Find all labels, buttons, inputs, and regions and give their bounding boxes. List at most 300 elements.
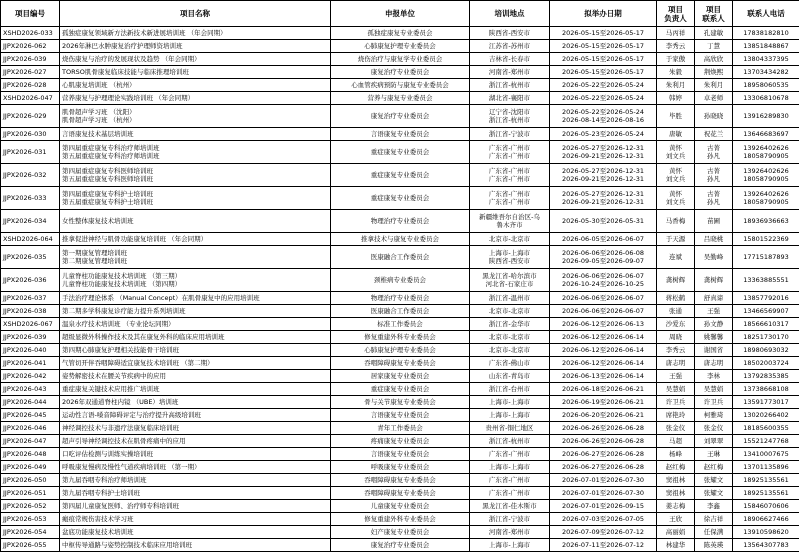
contact-phone-cell: 18251730170 bbox=[733, 331, 799, 344]
project-name-cell bbox=[60, 500, 331, 513]
training-place-cell-line: 上海市-上海市 bbox=[488, 463, 531, 471]
planned-date-cell-line: 2026-05-30至2026-05-31 bbox=[561, 217, 645, 225]
project-name-cell-line: 盆底功能康复技术培训班 bbox=[62, 528, 134, 536]
training-place-cell-line: 广东省-广州市 bbox=[488, 198, 531, 206]
project-contact-cell bbox=[695, 246, 733, 269]
training-place-cell-line: 广东省-广州市 bbox=[488, 190, 531, 198]
table-row bbox=[1, 474, 799, 487]
project-contact-cell bbox=[695, 40, 733, 53]
table-row bbox=[1, 435, 799, 448]
applicant-unit-cell: 医康融合工作委员会 bbox=[331, 305, 470, 318]
project-name-cell-line: 第二期康复管理培训班 bbox=[62, 257, 127, 265]
project-id-cell: XSHD2026-064 bbox=[1, 233, 60, 246]
project-id-cell: JJPX2026-033 bbox=[1, 187, 60, 210]
project-contact-cell bbox=[695, 513, 733, 526]
training-place-cell-line: 新疆维吾尔自治区-乌 bbox=[479, 213, 540, 221]
applicant-unit-cell: 吞咽障碍康复专业委员会 bbox=[331, 474, 470, 487]
contact-phone-cell: 15801522369 bbox=[733, 233, 799, 246]
project-name-cell-line: 呼吸康复慢病及慢性气道疾病培训班 （第一期） bbox=[62, 463, 201, 471]
project-name-cell-line: 第四期心肺康复护理相关技能骨干培训班 bbox=[62, 346, 179, 354]
header-phone: 联系人电话 bbox=[733, 1, 799, 27]
project-leader-cell bbox=[657, 187, 695, 210]
project-leader-cell-line: 刘文兵 bbox=[665, 152, 686, 160]
project-name-cell-line: 第五届重症康复专科医师培训班 bbox=[62, 175, 153, 183]
training-place-cell-line: 上海市-上海市 bbox=[488, 411, 531, 419]
table-row bbox=[1, 305, 799, 318]
training-place-cell-line: 广东省-佛山市 bbox=[488, 359, 531, 367]
training-place-cell bbox=[470, 40, 550, 53]
contact-phone-cell: 13306810678 bbox=[733, 92, 799, 105]
project-leader-cell-line: 马香梅 bbox=[665, 217, 686, 225]
project-contact-cell-line: 高欣欣 bbox=[703, 55, 724, 63]
project-contact-cell bbox=[695, 487, 733, 500]
applicant-unit-cell: 居家康复专业委员会 bbox=[331, 370, 470, 383]
table-row bbox=[1, 79, 799, 92]
contact-phone-cell: 17715187893 bbox=[733, 246, 799, 269]
applicant-unit-cell: 妇产康复专业委员会 bbox=[331, 526, 470, 539]
project-id-cell: JJPX2026-040 bbox=[1, 344, 60, 357]
table-row bbox=[1, 357, 799, 370]
training-place-cell bbox=[470, 105, 550, 128]
contact-phone-cell: 13910598620 bbox=[733, 526, 799, 539]
project-contact-cell-line: 张金仪 bbox=[703, 424, 724, 432]
applicant-unit-cell: 颈椎病专业委员会 bbox=[331, 269, 470, 292]
project-contact-cell-line: 舒真谛 bbox=[703, 294, 724, 302]
project-contact-cell-line: 张耀文 bbox=[703, 476, 724, 484]
project-contact-cell-line: 孙文静 bbox=[703, 320, 724, 328]
project-contact-cell bbox=[695, 27, 733, 40]
project-id-cell: XSHD2026-067 bbox=[1, 318, 60, 331]
project-id-cell: JJPX2026-054 bbox=[1, 526, 60, 539]
project-leader-cell bbox=[657, 269, 695, 292]
project-contact-cell bbox=[695, 66, 733, 79]
project-id-cell: XSHD2026-047 bbox=[1, 92, 60, 105]
planned-date-cell-line: 2026-06-13至2026-06-14 bbox=[561, 372, 645, 380]
planned-date-cell-line: 2026-06-05至2026-06-07 bbox=[561, 235, 645, 243]
planned-date-cell-line: 2026-05-27至2026-12-31 bbox=[561, 190, 645, 198]
training-place-cell bbox=[470, 128, 550, 141]
contact-phone-cell: 13916289830 bbox=[733, 105, 799, 128]
project-contact-cell-line: 祝花兰 bbox=[703, 130, 724, 138]
project-contact-cell-line: 龚树辉 bbox=[703, 276, 724, 284]
project-leader-cell-line: 黄怀 bbox=[669, 167, 682, 175]
training-place-cell-line: 浙江省-杭州市 bbox=[488, 116, 531, 124]
planned-date-cell bbox=[550, 435, 657, 448]
project-name-cell bbox=[60, 396, 331, 409]
planned-date-cell bbox=[550, 79, 657, 92]
project-name-cell bbox=[60, 539, 331, 552]
project-name-cell-line: 第五届重症康复专科护士培训班 bbox=[62, 198, 153, 206]
planned-date-cell-line: 2026-06-18至2026-06-21 bbox=[561, 385, 645, 393]
project-name-cell bbox=[60, 461, 331, 474]
project-name-cell bbox=[60, 164, 331, 187]
project-contact-cell-line: 荆焕熙 bbox=[703, 68, 724, 76]
project-name-cell bbox=[60, 435, 331, 448]
contact-phone-cell: 13701135896 bbox=[733, 461, 799, 474]
training-place-cell bbox=[470, 318, 550, 331]
project-contact-cell bbox=[695, 128, 733, 141]
project-name-cell bbox=[60, 487, 331, 500]
project-contact-cell-line: 吴勤峰 bbox=[703, 253, 724, 261]
training-place-cell bbox=[470, 27, 550, 40]
training-place-cell-line: 鲁木齐市 bbox=[496, 221, 523, 229]
contact-phone-cell: 13857792016 bbox=[733, 292, 799, 305]
planned-date-cell-line: 2026-06-12至2026-06-14 bbox=[561, 333, 645, 341]
project-leader-cell-line: 马超 bbox=[669, 437, 682, 445]
planned-date-cell bbox=[550, 370, 657, 383]
table-row bbox=[1, 370, 799, 383]
planned-date-cell-line: 2026-06-19至2026-06-21 bbox=[561, 398, 645, 406]
training-place-cell bbox=[470, 331, 550, 344]
applicant-unit-cell: 推拿技术与康复专业委员会 bbox=[331, 233, 470, 246]
project-leader-cell bbox=[657, 27, 695, 40]
training-place-cell bbox=[470, 526, 550, 539]
planned-date-cell-line: 2026-09-05至2026-09-07 bbox=[561, 257, 645, 265]
contact-phone-cell: 18958060535 bbox=[733, 79, 799, 92]
planned-date-cell bbox=[550, 141, 657, 164]
training-place-cell-line: 浙江省-金华市 bbox=[488, 320, 531, 328]
project-name-cell-line: 中枢传导通路与姿势控制技术临床应用培训班 bbox=[62, 541, 192, 549]
planned-date-cell-line: 2026-06-27至2026-06-28 bbox=[561, 463, 645, 471]
project-name-cell-line: 重症康复关键技术应用推广培训班 bbox=[62, 385, 160, 393]
project-id-cell: JJPX2026-030 bbox=[1, 128, 60, 141]
project-contact-cell bbox=[695, 233, 733, 246]
contact-phone-cell: 13363885551 bbox=[733, 269, 799, 292]
training-place-cell-line: 广东省-广州市 bbox=[488, 450, 531, 458]
project-id-cell: JJPX2026-055 bbox=[1, 539, 60, 552]
project-name-cell bbox=[60, 79, 331, 92]
project-leader-cell bbox=[657, 474, 695, 487]
project-name-cell-line: 肌骨超声学习班 （沈阳） bbox=[62, 108, 136, 116]
project-contact-cell bbox=[695, 370, 733, 383]
planned-date-cell bbox=[550, 539, 657, 552]
training-place-cell bbox=[470, 66, 550, 79]
project-name-cell-line: 第五届重症康复专科治疗师培训班 bbox=[62, 152, 160, 160]
project-id-cell: XSHD2026-033 bbox=[1, 27, 60, 40]
project-id-cell: JJPX2026-039 bbox=[1, 331, 60, 344]
planned-date-cell-line: 2026-06-20至2026-06-21 bbox=[561, 411, 645, 419]
project-contact-cell bbox=[695, 422, 733, 435]
training-place-cell-line: 黑龙江省-佳木斯市 bbox=[482, 502, 537, 510]
project-contact-cell bbox=[695, 474, 733, 487]
table-row bbox=[1, 448, 799, 461]
training-place-cell-line: 陕西省-西安市 bbox=[488, 257, 531, 265]
project-contact-cell bbox=[695, 396, 733, 409]
applicant-unit-cell: 重症康复专业委员会 bbox=[331, 383, 470, 396]
project-id-cell: JJPX2026-050 bbox=[1, 474, 60, 487]
contact-phone-cell: 18925135561 bbox=[733, 487, 799, 500]
project-contact-cell-line: 古菁 bbox=[707, 144, 720, 152]
project-leader-cell bbox=[657, 40, 695, 53]
training-place-cell-line: 北京市-北京市 bbox=[488, 333, 531, 341]
applicant-unit-cell: 重症康复专业委员会 bbox=[331, 141, 470, 164]
applicant-unit-cell: 呼吸康复专业委员会 bbox=[331, 461, 470, 474]
training-place-cell-line: 浙江省-台州市 bbox=[488, 385, 531, 393]
contact-phone-cell: 18906627466 bbox=[733, 513, 799, 526]
training-place-cell-line: 广东省-广州市 bbox=[488, 476, 531, 484]
applicant-unit-cell: 青年工作委员会 bbox=[331, 422, 470, 435]
applicant-unit-cell: 康复治疗专业委员会 bbox=[331, 539, 470, 552]
project-name-cell-line: 姿势解密技术在腰关节疾病中的应用 bbox=[62, 372, 166, 380]
table-row bbox=[1, 344, 799, 357]
project-contact-cell bbox=[695, 539, 733, 552]
planned-date-cell bbox=[550, 305, 657, 318]
planned-date-cell-line: 2026-10-24至2026-10-25 bbox=[561, 280, 645, 288]
project-leader-cell-line: 黄怀 bbox=[669, 144, 682, 152]
project-id-cell: JJPX2026-036 bbox=[1, 269, 60, 292]
project-contact-cell bbox=[695, 526, 733, 539]
project-leader-cell-line: 朱利月 bbox=[665, 81, 686, 89]
training-place-cell-line: 北京市-北京市 bbox=[488, 235, 531, 243]
contact-phone-cell: 18566610317 bbox=[733, 318, 799, 331]
contact-phone-cell: 17838182810 bbox=[733, 27, 799, 40]
table-row bbox=[1, 92, 799, 105]
contact-phone-cell: 15521247768 bbox=[733, 435, 799, 448]
project-leader-cell-line: 于家傲 bbox=[665, 55, 686, 63]
project-contact-cell-line: 姚馨馨 bbox=[703, 333, 724, 341]
planned-date-cell-line: 2026-06-06至2026-06-08 bbox=[561, 249, 645, 257]
training-place-cell bbox=[470, 487, 550, 500]
table-row bbox=[1, 292, 799, 305]
applicant-unit-cell: 言语康复专业委员会 bbox=[331, 448, 470, 461]
project-leader-cell-line: 唐志明 bbox=[665, 359, 686, 367]
training-place-cell bbox=[470, 500, 550, 513]
contact-phone-cell: 13926402626 18058790905 bbox=[733, 141, 799, 164]
contact-phone-cell: 13646683697 bbox=[733, 128, 799, 141]
project-contact-cell bbox=[695, 292, 733, 305]
project-contact-cell bbox=[695, 53, 733, 66]
project-leader-cell bbox=[657, 79, 695, 92]
project-name-cell bbox=[60, 269, 331, 292]
planned-date-cell bbox=[550, 526, 657, 539]
project-name-cell bbox=[60, 513, 331, 526]
project-name-cell bbox=[60, 187, 331, 210]
project-name-cell-line: 超级显微外科操作技术及其在康复外科的临床应用培训班 bbox=[62, 333, 225, 341]
training-place-cell-line: 上海市-上海市 bbox=[488, 249, 531, 257]
table-row bbox=[1, 318, 799, 331]
project-contact-cell bbox=[695, 187, 733, 210]
project-name-cell-line: 第九届吞咽专科护士培训班 bbox=[62, 489, 140, 497]
training-place-cell bbox=[470, 164, 550, 187]
training-place-cell bbox=[470, 474, 550, 487]
project-contact-cell-line: 朱利月 bbox=[703, 81, 724, 89]
project-name-cell bbox=[60, 318, 331, 331]
training-place-cell bbox=[470, 396, 550, 409]
training-place-cell-line: 浙江省-杭州市 bbox=[488, 81, 531, 89]
applicant-unit-cell: 心肺康复护理专业委员会 bbox=[331, 344, 470, 357]
project-id-cell: JJPX2026-042 bbox=[1, 370, 60, 383]
project-contact-cell bbox=[695, 164, 733, 187]
contact-phone-cell: 18502003724 bbox=[733, 357, 799, 370]
project-contact-cell-line: 古菁 bbox=[707, 190, 720, 198]
project-name-cell bbox=[60, 105, 331, 128]
project-leader-cell-line: 窦祖林 bbox=[665, 476, 686, 484]
planned-date-cell-line: 2026-08-14至2026-08-16 bbox=[561, 116, 645, 124]
project-contact-cell bbox=[695, 409, 733, 422]
table-row bbox=[1, 539, 799, 552]
project-name-cell-line: 心肌康复培训班 （杭州） bbox=[62, 81, 136, 89]
planned-date-cell bbox=[550, 513, 657, 526]
applicant-unit-cell: 康复治疗专业委员会 bbox=[331, 66, 470, 79]
applicant-unit-cell: 物理治疗专业委员会 bbox=[331, 210, 470, 233]
planned-date-cell-line: 2026-05-27至2026-12-31 bbox=[561, 167, 645, 175]
header-leader: 项目 负责人 bbox=[657, 1, 695, 27]
applicant-unit-cell: 重症康复专业委员会 bbox=[331, 164, 470, 187]
project-contact-cell-line: 刘翠翠 bbox=[703, 437, 724, 445]
contact-phone-cell: 13591773017 bbox=[733, 396, 799, 409]
training-place-cell-line: 陕西省-西安市 bbox=[488, 29, 531, 37]
project-name-cell-line: 女性整体康复技术培训班 bbox=[62, 217, 134, 225]
applicant-unit-cell: 烧伤治疗与康复学专业委员会 bbox=[331, 53, 470, 66]
project-leader-cell bbox=[657, 539, 695, 552]
project-name-cell bbox=[60, 409, 331, 422]
project-leader-cell-line: 李秀云 bbox=[665, 42, 686, 50]
applicant-unit-cell: 吞咽障碍康复专业委员会 bbox=[331, 357, 470, 370]
project-contact-cell-line: 柯雅琦 bbox=[703, 411, 724, 419]
project-leader-cell bbox=[657, 448, 695, 461]
training-place-cell bbox=[470, 344, 550, 357]
applicant-unit-cell: 修复重建外科专业委员会 bbox=[331, 513, 470, 526]
project-contact-cell bbox=[695, 141, 733, 164]
project-name-cell bbox=[60, 305, 331, 318]
project-contact-cell-line: 谢国省 bbox=[703, 346, 724, 354]
planned-date-cell bbox=[550, 187, 657, 210]
project-leader-cell bbox=[657, 396, 695, 409]
planned-date-cell-line: 2026-07-01至2026-07-30 bbox=[561, 489, 645, 497]
project-contact-cell bbox=[695, 344, 733, 357]
project-contact-cell-line: 丁慧 bbox=[707, 42, 720, 50]
project-id-cell: JJPX2026-031 bbox=[1, 141, 60, 164]
header-name: 项目名称 bbox=[60, 1, 331, 27]
contact-phone-cell: 13410007675 bbox=[733, 448, 799, 461]
applicant-unit-cell: 标准工作委员会 bbox=[331, 318, 470, 331]
project-name-cell-line: 超声引导神经调控技术在肌骨疼痛中的应用 bbox=[62, 437, 186, 445]
project-contact-cell bbox=[695, 92, 733, 105]
planned-date-cell-line: 2026-07-11至2026-07-12 bbox=[561, 541, 645, 549]
project-contact-cell bbox=[695, 105, 733, 128]
project-id-cell: JJPX2026-046 bbox=[1, 422, 60, 435]
table-row bbox=[1, 526, 799, 539]
training-place-cell-line: 辽宁省-沈阳市 bbox=[488, 108, 531, 116]
project-contact-cell bbox=[695, 305, 733, 318]
training-place-cell bbox=[470, 383, 550, 396]
project-name-cell bbox=[60, 66, 331, 79]
training-place-cell bbox=[470, 233, 550, 246]
project-leader-cell-line: 王强 bbox=[669, 372, 682, 380]
project-contact-cell bbox=[695, 210, 733, 233]
applicant-unit-cell: 营养与康复专业委员会 bbox=[331, 92, 470, 105]
project-leader-cell-line: 连斌 bbox=[669, 253, 682, 261]
project-name-cell bbox=[60, 292, 331, 305]
training-place-cell bbox=[470, 187, 550, 210]
project-name-cell-line: 儿童脊柱功能康复技术培训班 （第三期） bbox=[62, 272, 182, 280]
project-contact-cell-line: 王强 bbox=[707, 307, 720, 315]
project-name-cell bbox=[60, 27, 331, 40]
training-place-cell bbox=[470, 448, 550, 461]
training-place-cell bbox=[470, 53, 550, 66]
training-place-cell bbox=[470, 79, 550, 92]
training-place-cell bbox=[470, 435, 550, 448]
applicant-unit-cell: 修复重建外科专业委员会 bbox=[331, 331, 470, 344]
planned-date-cell bbox=[550, 409, 657, 422]
project-leader-cell-line: 张金仪 bbox=[665, 424, 686, 432]
project-name-cell bbox=[60, 92, 331, 105]
project-leader-cell bbox=[657, 53, 695, 66]
project-contact-cell-line: 徐吉祥 bbox=[703, 515, 724, 523]
project-id-cell: JJPX2026-027 bbox=[1, 66, 60, 79]
table-row bbox=[1, 164, 799, 187]
project-name-cell bbox=[60, 233, 331, 246]
contact-phone-cell: 13926402626 18058790905 bbox=[733, 164, 799, 187]
table-row bbox=[1, 331, 799, 344]
planned-date-cell-line: 2026-06-26至2026-06-28 bbox=[561, 437, 645, 445]
project-leader-cell-line: 朱毅 bbox=[669, 68, 682, 76]
project-contact-cell bbox=[695, 318, 733, 331]
contact-phone-cell: 13926402626 18058790905 bbox=[733, 187, 799, 210]
project-leader-cell-line: 沙爱东 bbox=[665, 320, 686, 328]
project-contact-cell bbox=[695, 461, 733, 474]
training-place-cell-line: 广东省-广州市 bbox=[488, 167, 531, 175]
planned-date-cell bbox=[550, 357, 657, 370]
planned-date-cell-line: 2026-05-27至2026-12-31 bbox=[561, 144, 645, 152]
planned-date-cell-line: 2026-07-03至2026-07-05 bbox=[561, 515, 645, 523]
project-leader-cell-line: 许卫兵 bbox=[665, 398, 686, 406]
project-leader-cell bbox=[657, 500, 695, 513]
project-id-cell: JJPX2026-053 bbox=[1, 513, 60, 526]
project-id-cell: JJPX2026-028 bbox=[1, 79, 60, 92]
project-contact-cell-line: 孙凡 bbox=[707, 152, 720, 160]
project-leader-cell-line: 毕胜 bbox=[669, 112, 682, 120]
training-place-cell bbox=[470, 461, 550, 474]
planned-date-cell bbox=[550, 331, 657, 344]
project-id-cell: JJPX2026-052 bbox=[1, 500, 60, 513]
project-contact-cell-line: 唐志明 bbox=[703, 359, 724, 367]
training-place-cell-line: 贵州省-铜仁地区 bbox=[485, 424, 534, 432]
project-name-cell bbox=[60, 370, 331, 383]
project-leader-cell bbox=[657, 92, 695, 105]
project-leader-cell bbox=[657, 422, 695, 435]
project-contact-cell bbox=[695, 435, 733, 448]
project-leader-cell-line: 刘文兵 bbox=[665, 198, 686, 206]
planned-date-cell-line: 2026-05-22至2026-05-24 bbox=[561, 81, 645, 89]
planned-date-cell-line: 2026-06-27至2026-06-28 bbox=[561, 450, 645, 458]
project-name-cell bbox=[60, 383, 331, 396]
training-place-cell-line: 浙江省-杭州市 bbox=[488, 437, 531, 445]
project-contact-cell bbox=[695, 383, 733, 396]
project-contact-cell bbox=[695, 357, 733, 370]
planned-date-cell-line: 2026-05-15至2026-05-17 bbox=[561, 55, 645, 63]
project-id-cell: JJPX2026-049 bbox=[1, 461, 60, 474]
training-place-cell-line: 广东省-广州市 bbox=[488, 175, 531, 183]
project-leader-cell-line: 于天源 bbox=[665, 235, 686, 243]
planned-date-cell-line: 2026-06-12至2026-06-14 bbox=[561, 346, 645, 354]
training-place-cell bbox=[470, 305, 550, 318]
planned-date-cell bbox=[550, 246, 657, 269]
applicant-unit-cell: 孤独症康复专业委员会 bbox=[331, 27, 470, 40]
training-place-cell-line: 广东省-广州市 bbox=[488, 489, 531, 497]
table-row bbox=[1, 461, 799, 474]
project-leader-cell-line: 张通 bbox=[669, 307, 682, 315]
planned-date-cell bbox=[550, 448, 657, 461]
table-row bbox=[1, 53, 799, 66]
project-id-cell: JJPX2026-044 bbox=[1, 396, 60, 409]
project-leader-cell-line: 马丙祥 bbox=[665, 29, 686, 37]
training-place-cell-line: 黑龙江省-哈尔滨市 bbox=[482, 272, 537, 280]
applicant-unit-cell: 康复治疗专业委员会 bbox=[331, 105, 470, 128]
project-name-cell-line: 肌骨超声学习班 （杭州） bbox=[62, 116, 136, 124]
project-leader-cell bbox=[657, 331, 695, 344]
planned-date-cell bbox=[550, 92, 657, 105]
